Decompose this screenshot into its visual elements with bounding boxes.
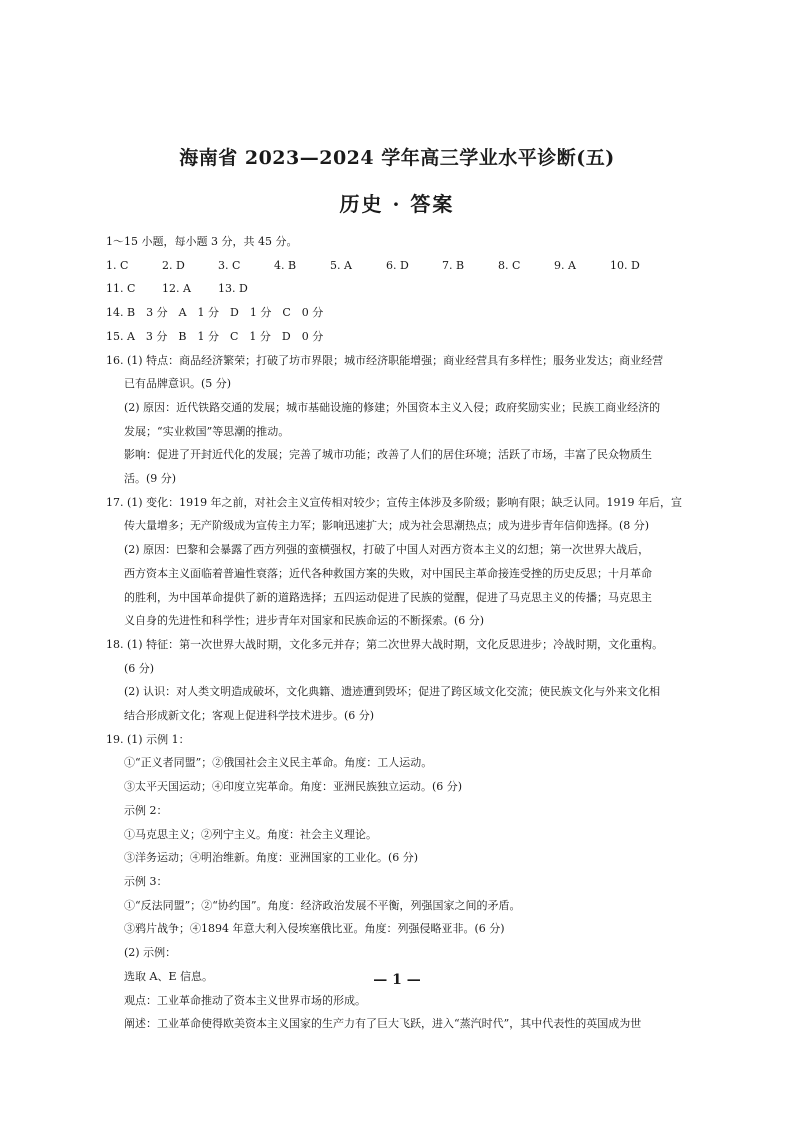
mc-answer: 7. B — [442, 258, 465, 272]
q19-example3: ①“反法同盟”；②“协约国”。角度：经济政治发展不平衡，列强国家之间的矛盾。 — [124, 898, 521, 912]
q15-answer: 15. A 3 分 B 1 分 C 1 分 D 0 分 — [106, 329, 324, 343]
mc-answer: 4. B — [274, 258, 297, 272]
mc-answer: 6. D — [386, 258, 409, 272]
q16-part2-cont: 发展；“实业救国”等思潮的推动。 — [124, 424, 290, 438]
mc-answer: 10. D — [610, 258, 640, 272]
q17-part1: 17. (1) 变化：1919 年之前，对社会主义宣传相对较少；宣传主体涉及多阶级；影响有限；缺乏认同。1919 年后，宣 — [106, 495, 683, 509]
q17-part2-cont: 的胜利，为中国革命提供了新的道路选择；五四运动促进了民族的觉醒，促进了马克思主义的传播；马克思主 — [124, 590, 652, 604]
q18-part1-cont: (6 分) — [124, 661, 155, 675]
q17-part2: (2) 原因：巴黎和会暴露了西方列强的蛮横强权，打破了中国人对西方资本主义的幻想；第一次世界大战后， — [124, 543, 650, 557]
mc-answer: 3. C — [218, 258, 241, 272]
q14-answer: 14. B 3 分 A 1 分 D 1 分 C 0 分 — [106, 306, 324, 320]
q19-part2: 阐述：工业革命使得欧美资本主义国家的生产力有了巨大飞跃，进入“蒸汽时代”，其中代表性的英国成为世 — [124, 1017, 642, 1031]
mc-intro: 1～15 小题，每小题 3 分，共 45 分。 — [106, 235, 298, 248]
q16-part1-cont: 已有品牌意识。(5 分) — [124, 377, 232, 391]
q16-part1: 16. (1) 特点：商品经济繁荣；打破了坊市界限；城市经济职能增强；商业经营具有多样性；服务业发达；商业经营 — [106, 353, 664, 367]
mc-answers-row-1 — [106, 254, 690, 278]
mc-answer: 5. A — [330, 258, 352, 272]
q16-impact-cont: 活。(9 分) — [124, 472, 177, 486]
q19-part2: 观点：工业革命推动了资本主义世界市场的形成。 — [124, 993, 366, 1007]
q19-example1: ①“正义者同盟”；②俄国社会主义民主革命。角度：工人运动。 — [124, 756, 433, 770]
q19-head: 19. (1) 示例 1： — [106, 732, 190, 746]
q16-impact: 影响：促进了开封近代化的发展；完善了城市功能；改善了人们的居住环境；活跃了市场，丰富了民众物质生 — [124, 448, 652, 462]
q18-part2: (2) 认识：对人类文明造成破坏，文化典籍、遗迹遭到毁坏；促进了跨区域文化交流；使民族文化与外来文化相 — [124, 685, 661, 699]
q19-part2: 选取 A、E 信息。 — [124, 969, 213, 983]
mc-answer: 2. D — [162, 258, 185, 272]
q18-part2-cont: 结合形成新文化；客观上促进科学技术进步。(6 分) — [124, 709, 375, 723]
q16-part2: (2) 原因：近代铁路交通的发展；城市基础设施的修建；外国资本主义入侵；政府奖励实业；民族工商业经济的 — [124, 400, 661, 414]
mc-answer: 11. C — [106, 282, 136, 296]
q19-example2: ①马克思主义；②列宁主义。角度：社会主义理论。 — [124, 827, 377, 841]
q19-example2: ③洋务运动；④明治维新。角度：亚洲国家的工业化。(6 分) — [124, 851, 419, 865]
mc-answer: 8. C — [498, 258, 521, 272]
page-subtitle: 历史 · 答案 — [339, 192, 455, 216]
q17-part1-cont: 传大量增多；无产阶级成为宣传主力军；影响迅速扩大；成为社会思潮热点；成为进步青年信仰选择。(8 分) — [124, 519, 650, 533]
answer-content — [106, 230, 690, 1036]
q19-example3: ③鸦片战争；④1894 年意大利入侵埃塞俄比亚。角度：列强侵略亚非。(6 分) — [124, 922, 505, 936]
q18-part1: 18. (1) 特征：第一次世界大战时期，文化多元并存；第二次世界大战时期，文化反思进步；冷战时期，文化重构。 — [106, 637, 664, 651]
q17-part2-cont: 义自身的先进性和科学性；进步青年对国家和民族命运的不断探索。(6 分) — [124, 614, 485, 628]
mc-answers-row-2 — [106, 277, 690, 301]
q17-part2-cont: 西方资本主义面临着普遍性衰落；近代各种救国方案的失败，对中国民主革命接连受挫的历史反思；十月革命 — [124, 566, 652, 580]
q19-example1: ③太平天国运动；④印度立宪革命。角度：亚洲民族独立运动。(6 分) — [124, 780, 463, 794]
mc-answer: 13. D — [218, 282, 248, 296]
mc-answer: 9. A — [554, 258, 576, 272]
mc-answer: 1. C — [106, 258, 129, 272]
q19-example3-head: 示例 3： — [124, 874, 168, 888]
mc-answer: 12. A — [162, 282, 191, 296]
page-title: 海南省 2023—2024 学年高三学业水平诊断(五) — [179, 147, 615, 169]
q19-example2-head: 示例 2： — [124, 803, 168, 817]
q19-part2-head: (2) 示例： — [124, 946, 177, 960]
page-number: — 1 — — [373, 972, 421, 988]
